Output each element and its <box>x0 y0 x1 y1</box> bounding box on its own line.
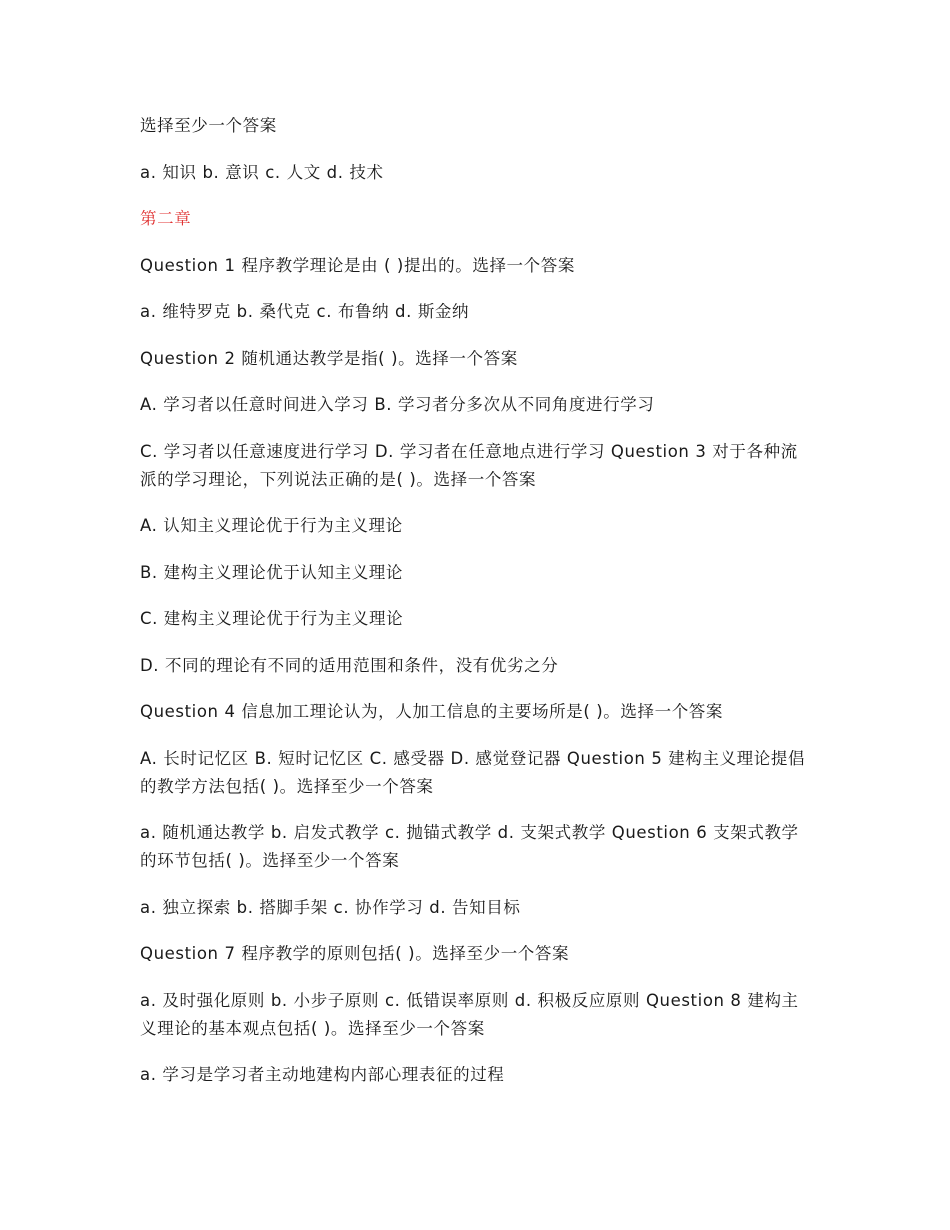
question-2: Question 2 随机通达教学是指( )。选择一个答案 <box>140 348 518 368</box>
question-1-options: a. 维特罗克 b. 桑代克 c. 布鲁纳 d. 斯金纳 <box>140 302 470 321</box>
question-7: Question 7 程序教学的原则包括( )。选择至少一个答案 <box>140 944 570 963</box>
question-7-options-and-question-8: a. 及时强化原则 b. 小步子原则 c. 低错误率原则 d. 积极反应原则 Question 8 建构主义理论的基本观点包括( )。选择至少一个答案 <box>140 990 799 1038</box>
answer-options: a. 知识 b. 意识 c. 人文 d. 技术 <box>140 162 384 182</box>
question-4-options-and-question-5: A. 长时记忆区 B. 短时记忆区 C. 感受器 D. 感觉登记器 Question 5 建构主义理论提倡的教学方法包括( )。选择至少一个答案 <box>140 748 806 796</box>
question-4: Question 4 信息加工理论认为，人加工信息的主要场所是( )。选择一个答案 <box>140 702 724 721</box>
question-3-option-b: B. 建构主义理论优于认知主义理论 <box>140 562 404 582</box>
question-8-option-a: a. 学习是学习者主动地建构内部心理表征的过程 <box>140 1065 505 1084</box>
question-2-options-ab: A. 学习者以任意时间进入学习 B. 学习者分多次从不同角度进行学习 <box>140 395 655 414</box>
question-3-option-c: C. 建构主义理论优于行为主义理论 <box>140 609 404 628</box>
question-3-option-d: D. 不同的理论有不同的适用范围和条件，没有优劣之分 <box>140 655 559 675</box>
question-6-options: a. 独立探索 b. 搭脚手架 c. 协作学习 d. 告知目标 <box>140 897 521 917</box>
question-2-options-cd-and-question-3: C. 学习者以任意速度进行学习 D. 学习者在任意地点进行学习 Question 3 对于各种流派的学习理论，下列说法正确的是( )。选择一个答案 <box>140 441 798 489</box>
question-5-options-and-question-6: a. 随机通达教学 b. 启发式教学 c. 抛锚式教学 d. 支架式教学 Question 6 支架式教学的环节包括( )。选择至少一个答案 <box>140 823 799 870</box>
answer-hint: 选择至少一个答案 <box>140 116 277 135</box>
chapter-heading: 第二章 <box>140 209 192 228</box>
question-1: Question 1 程序教学理论是由 ( )提出的。选择一个答案 <box>140 255 575 275</box>
question-3-option-a: A. 认知主义理论优于行为主义理论 <box>140 516 403 535</box>
document-page <box>140 112 810 1108</box>
